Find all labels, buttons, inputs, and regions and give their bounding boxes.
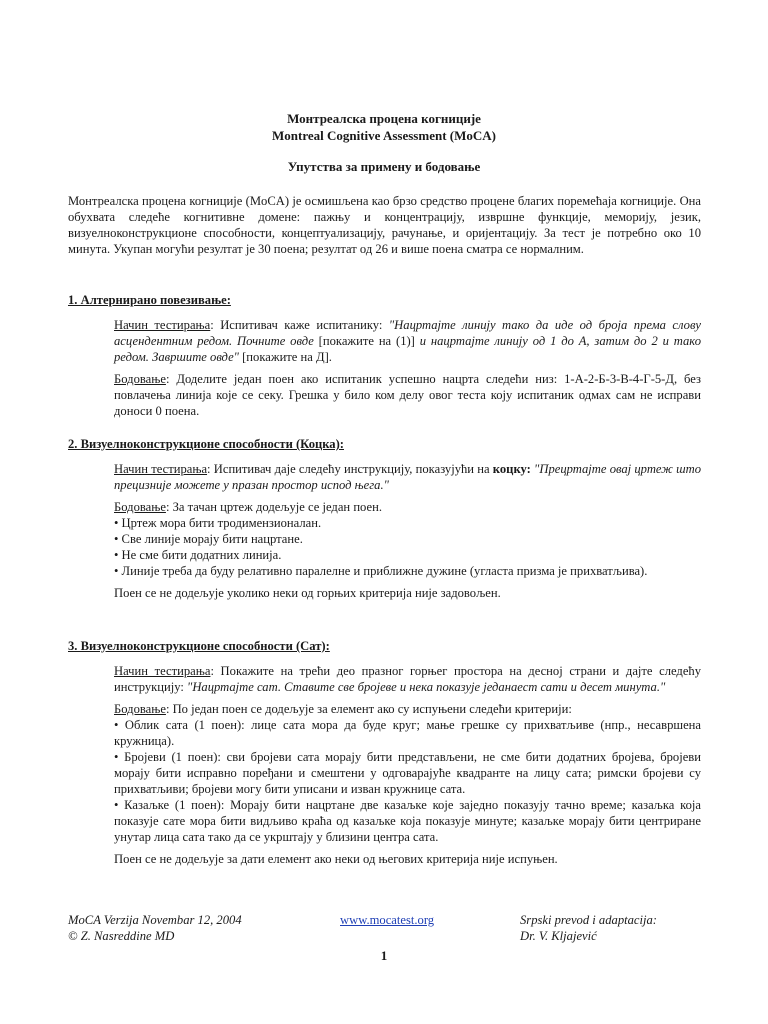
title-english: Montreal Cognitive Assessment (MoCA): [272, 128, 496, 143]
translation-credit: Srpski prevod i adaptacija:: [520, 913, 657, 927]
method-label: Начин тестирања: [114, 318, 211, 332]
list-item: • Казаљке (1 поен): Морају бити нацртане две казаљке које заједно показују тачно време; казаљка која показује сате мора бити видљиво краћа од казаљке која показује минуте; казаљке морају бити центриране унутар лица сата тако да се укрштају у близини центра сата.: [114, 798, 701, 844]
scoring-label: Бодовање: [114, 702, 166, 716]
method-label: Начин тестирања: [114, 462, 208, 476]
section-1-scoring: Бодовање: Доделите један поен ако испитаник успешно нацрта следећи низ: 1-А-2-Б-3-В-4-Г-5-Д, без повлачења линија које се секу. Грешка у било ком делу овог теста коју испитаник одмах сам не исправи доноси 0 поена.: [114, 372, 701, 418]
section-2-note: Поен се не додељује уколико неки од горњих критерија није задовољен.: [114, 586, 501, 600]
section-3-note: Поен се не додељује за дати елемент ако неки од његових критерија није испуњен.: [114, 852, 558, 866]
section-3-heading: 3. Визуелноконструкционе способности (Сат):: [68, 639, 330, 653]
footer-right: [520, 912, 657, 944]
title-block: [0, 110, 768, 175]
title-serbian: Монтреалска процена когниције: [287, 111, 481, 126]
intro-paragraph: Монтреалска процена когниције (MoCA) је осмишљена као брзо средство процене благих поремећаја когниције. Она обухвата следеће когнитивне домене: пажњу и концентрацију, извршне функције, меморију, језик, визуелноконструкционе способности, концептуализацију, рачунање, и оријентацију. За тест је потребно око 10 минута. Укупан могући резултат је 30 поена; резултат од 26 и више поена сматра се нормалним.: [68, 194, 701, 256]
website-link[interactable]: www.mocatest.org: [340, 913, 435, 927]
list-item: • Бројеви (1 поен): сви бројеви сата морају бити представљени, не сме бити додатних бројева, бројеви морају бити исправно поређани и смештени у одговарајуће квадранте на лицу сата; римски бројеви су прихватљиви; бројеви могу бити уписани и изван кружнице сата.: [114, 750, 701, 796]
subtitle: Упутства за примену и бодовање: [287, 159, 481, 174]
list-item: • Не сме бити додатних линија.: [114, 548, 282, 562]
section-3-method: Начин тестирања: Покажите на трећи део празног горњег простора на десној страни и дајте следећу инструкцију: "Нацртајте сат. Ставите све бројеве и нека показује једанаест сати и десет минута.": [114, 664, 701, 694]
page-number: 1: [380, 948, 388, 963]
footer-left: [68, 912, 242, 944]
section-3-scoring: Бодовање: По један поен се додељује за елемент ако су испуњени следећи критерији: • Облик сата (1 поен): лице сата мора да буде круг; мање грешке су прихватљиве (нпр., несавршена кружница). • Бројеви (1 поен): сви бројеви сата морају бити представљени, не сме бити додатних бројева, бројеви морају бити исправно поређани и смештени у одговарајуће квадранте на лицу сата; римски бројеви су прихватљиви; бројеви могу бити уписани и изван кружнице сата. • Казаљке (1 поен): Морају бити нацртане две казаљке које заједно показују тачно време; казаљка која показује сате мора бити видљиво краћа од казаљке која показује минуте; казаљке морају бити центриране унутар лица сата тако да се укрштају у близини центра сата.: [114, 702, 701, 844]
section-2-heading: 2. Визуелноконструкционе способности (Коцка):: [68, 437, 344, 451]
copyright-text: © Z. Nasreddine MD: [68, 929, 175, 943]
section-clock: [68, 638, 701, 873]
section-1-heading: 1. Алтернирано повезивање:: [68, 293, 231, 307]
version-text: MoCA Verzija Novembar 12, 2004: [68, 913, 242, 927]
list-item: • Облик сата (1 поен): лице сата мора да буде круг; мање грешке су прихватљиве (нпр., несавршена кружница).: [114, 718, 701, 748]
footer-center: [340, 912, 434, 928]
section-2-scoring: Бодовање: За тачан цртеж додељује се један поен. • Цртеж мора бити тродимензионалан. • Све линије морају бити нацртане. • Не сме бити додатних линија. • Линије треба да буду релативно паралелне и приближне дужине (угласта призма је прихватљива).: [114, 499, 701, 579]
section-1-method: Начин тестирања: Испитивач каже испитанику: "Нацртајте линију тако да иде од броја према слову асцендентним редом. Почните овде [покажите на (1)] и нацртајте линију од 1 до А, затим до 2 и тако редом. Завршите овде" [покажите на Д].: [114, 318, 702, 364]
list-item: • Линије треба да буду релативно паралелне и приближне дужине (угласта призма је прихватљива).: [114, 564, 648, 578]
scoring-label: Бодовање: [114, 500, 166, 514]
scoring-label: Бодовање: [114, 372, 166, 386]
list-item: • Све линије морају бити нацртане.: [114, 532, 303, 546]
method-label: Начин тестирања: [114, 664, 211, 678]
section-cube: [68, 436, 701, 607]
section-2-method: Начин тестирања: Испитивач даје следећу инструкцију, показујући на коцку: "Прецртајте овај цртеж што прецизније можете у празан простор испод њега.": [114, 462, 702, 492]
translator-name: Dr. V. Kljajević: [520, 929, 597, 943]
section-trail-making: [68, 292, 701, 425]
list-item: • Цртеж мора бити тродимензионалан.: [114, 516, 322, 530]
